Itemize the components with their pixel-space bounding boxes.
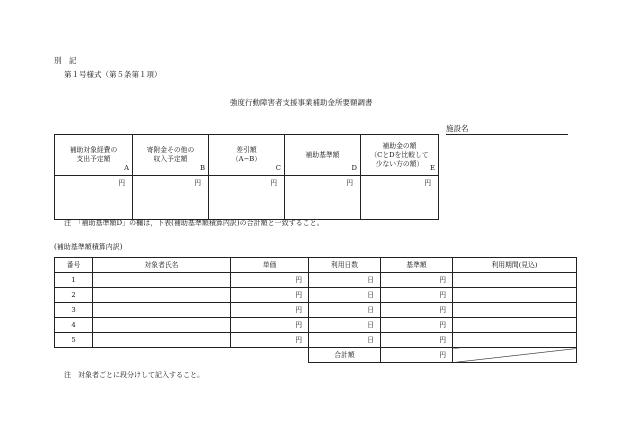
table-row: 4 円 日 円: [55, 318, 577, 333]
total-row: [55, 348, 577, 363]
letter-b: B: [200, 164, 205, 172]
total-label: 合計額: [309, 348, 381, 363]
name-cell[interactable]: [93, 288, 231, 303]
col-name: 対象者氏名: [93, 258, 231, 273]
summary-header-row: [55, 135, 439, 176]
col-number: 番号: [55, 258, 93, 273]
header-base-amount: 補助基準額 D: [285, 135, 361, 176]
value-subsidy-amount[interactable]: 円: [361, 176, 439, 220]
period-cell[interactable]: [453, 318, 577, 333]
breakdown-title: (補助基準額積算内訳): [54, 243, 123, 251]
period-cell[interactable]: [453, 303, 577, 318]
name-cell[interactable]: [93, 318, 231, 333]
table-row: 1 円 日 円: [55, 273, 577, 288]
value-expenditure[interactable]: 円: [55, 176, 133, 220]
letter-a: A: [124, 164, 129, 172]
table-row: 2 円 日 円: [55, 288, 577, 303]
name-cell[interactable]: [93, 303, 231, 318]
form-number: 第１号様式（第５条第１項）: [64, 70, 162, 79]
value-base-amount[interactable]: 円: [285, 176, 361, 220]
note-2: 注 対象者ごとに段分けして記入すること。: [64, 371, 204, 379]
facility-name-field[interactable]: [446, 124, 568, 135]
letter-c: C: [275, 164, 281, 172]
period-cell[interactable]: [453, 273, 577, 288]
header-subsidy-amount: 補助金の額 （CとDを比較して 少ない方の額） E: [361, 135, 439, 176]
value-difference[interactable]: 円: [209, 176, 285, 220]
document-title: 強度行動障害者支援事業補助金所要額調書: [230, 98, 373, 107]
header-difference: 差引額 （A−B） C: [209, 135, 285, 176]
header-expenditure: 補助対象経費の 支出予定額 A: [55, 135, 133, 176]
name-cell[interactable]: [93, 333, 231, 348]
table-row: 3 円 日 円: [55, 303, 577, 318]
breakdown-table: [54, 257, 577, 363]
facility-name-label: 施設名: [446, 124, 469, 133]
letter-e: E: [430, 164, 435, 172]
total-amount[interactable]: 円: [381, 348, 453, 363]
note-1: 注 「補助基準額D」の欄は，下表(補助基準額積算内訳)の合計額と一致すること。: [64, 219, 324, 227]
period-cell[interactable]: [453, 333, 577, 348]
col-usage-period: 利用期間(見込): [453, 258, 577, 273]
value-donation-income[interactable]: 円: [133, 176, 209, 220]
header-donation-income: 寄附金その他の 収入予定額 B: [133, 135, 209, 176]
diagonal-cell: [453, 348, 577, 363]
summary-value-row: [55, 176, 439, 220]
col-days: 利用日数: [309, 258, 381, 273]
breakdown-header-row: [55, 258, 577, 273]
period-cell[interactable]: [453, 288, 577, 303]
name-cell[interactable]: [93, 273, 231, 288]
col-base-amount: 基準額: [381, 258, 453, 273]
summary-table: [54, 134, 439, 220]
col-unit-price: 単価: [231, 258, 309, 273]
table-row: 5 円 日 円: [55, 333, 577, 348]
betsuki-label: 別 記: [54, 56, 77, 65]
letter-d: D: [351, 164, 357, 172]
